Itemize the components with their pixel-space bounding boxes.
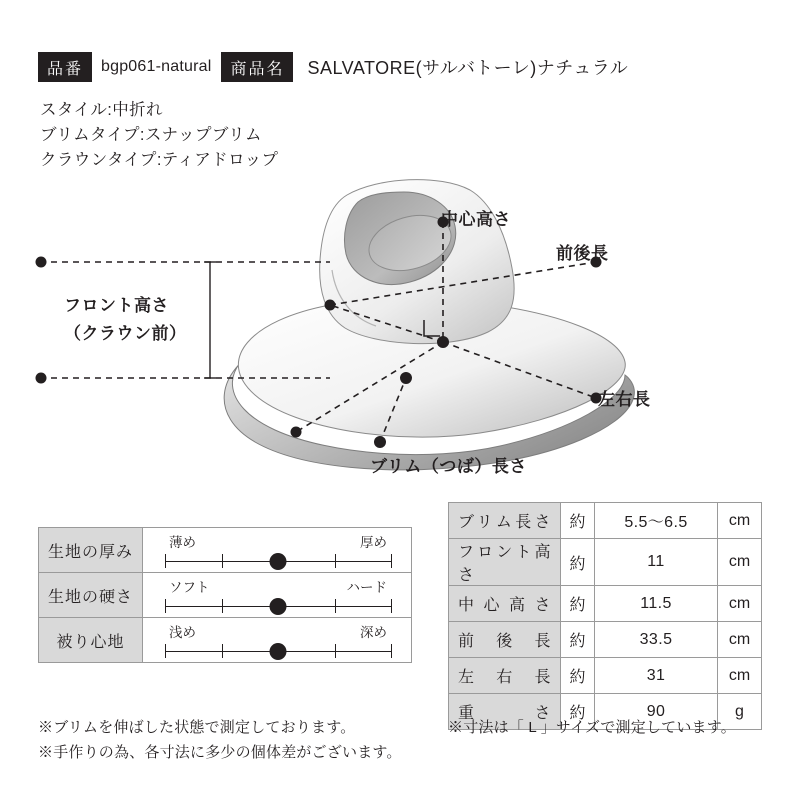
- dim-value-center-height: 11.5: [595, 586, 718, 622]
- label-front-back-length: 前後長: [556, 244, 609, 263]
- table-row: [449, 622, 762, 658]
- table-row: [39, 618, 412, 663]
- spec-crown-type: クラウンタイプ:ティアドロップ: [40, 151, 279, 169]
- spec-style: スタイル:中折れ: [40, 101, 163, 119]
- spec-brim-type: ブリムタイプ:スナップブリム: [40, 126, 262, 144]
- dim-unit-center-height: cm: [718, 586, 762, 622]
- dim-label-weight: 重さ: [449, 694, 561, 730]
- gauge-name-fit: 被り心地: [39, 618, 143, 663]
- gauge-scale-thickness: [165, 554, 391, 568]
- label-front-height-line2: （クラウン前）: [64, 324, 187, 343]
- dim-value-front-height: 11: [595, 539, 718, 586]
- gauge-left-label-stiffness: ソフト: [169, 580, 210, 595]
- dim-unit-weight: g: [718, 694, 762, 730]
- table-row: [449, 658, 762, 694]
- table-row: [39, 573, 412, 618]
- label-front-height-line1: フロント高さ: [64, 296, 169, 315]
- gauge-cell-stiffness: [143, 573, 412, 618]
- dim-value-left-right: 31: [595, 658, 718, 694]
- notes-left: [38, 715, 402, 765]
- gauge-name-stiffness: 生地の硬さ: [39, 573, 143, 618]
- label-brim-length: ブリム（つば）長さ: [370, 457, 527, 476]
- gauge-right-label-stiffness: ハード: [346, 580, 387, 595]
- note-brim-stretched: ※ブリムを伸ばした状態で測定しております。: [38, 719, 356, 736]
- gauge-marker-thickness: [270, 553, 287, 570]
- gauge-right-label-fit: 深め: [360, 625, 387, 640]
- product-name-label: 商品名: [221, 52, 293, 82]
- product-code-label: 品番: [38, 52, 92, 82]
- dim-value-front-back: 33.5: [595, 622, 718, 658]
- dim-value-weight: 90: [595, 694, 718, 730]
- gauge-name-thickness: 生地の厚み: [39, 528, 143, 573]
- label-center-height: 中心高さ: [441, 210, 511, 229]
- gauge-cell-fit: [143, 618, 412, 663]
- table-row: [449, 503, 762, 539]
- dim-unit-front-back: cm: [718, 622, 762, 658]
- dim-unit-left-right: cm: [718, 658, 762, 694]
- dim-approx-center-height: 約: [561, 586, 595, 622]
- dim-approx-brim-length: 約: [561, 503, 595, 539]
- dimension-table: [448, 502, 762, 730]
- gauge-left-label-thickness: 薄め: [169, 535, 196, 550]
- dim-label-front-height: フロント高さ: [449, 539, 561, 586]
- dim-approx-front-back: 約: [561, 622, 595, 658]
- hat-illustration: [0, 150, 800, 490]
- notes-right: [448, 715, 736, 740]
- product-header: [38, 52, 638, 82]
- gauge-scale-stiffness: [165, 599, 391, 613]
- gauge-scale-fit: [165, 644, 391, 658]
- note-size-measured: ※寸法は「 L 」サイズで測定しています。: [448, 719, 736, 736]
- gauge-marker-fit: [270, 643, 287, 660]
- product-name-value: SALVATORE(サルバトーレ)ナチュラル: [307, 58, 629, 78]
- dim-approx-front-height: 約: [561, 539, 595, 586]
- dim-label-left-right: 左右長: [449, 658, 561, 694]
- gauge-cell-thickness: [143, 528, 412, 573]
- feel-gauge-table: [38, 527, 412, 663]
- gauge-left-label-fit: 浅め: [169, 625, 196, 640]
- gauge-marker-stiffness: [270, 598, 287, 615]
- gauge-right-label-thickness: 厚め: [360, 535, 387, 550]
- table-row: [39, 528, 412, 573]
- table-row: [449, 586, 762, 622]
- dim-approx-weight: 約: [561, 694, 595, 730]
- note-handmade-variance: ※手作りの為、各寸法に多少の個体差がございます。: [38, 744, 402, 761]
- dim-label-center-height: 中心高さ: [449, 586, 561, 622]
- hat-measurement-diagram: [0, 150, 800, 490]
- dim-label-front-back: 前後長: [449, 622, 561, 658]
- label-left-right-length: 左右長: [598, 390, 651, 409]
- dim-approx-left-right: 約: [561, 658, 595, 694]
- dim-unit-brim-length: cm: [718, 503, 762, 539]
- dim-label-brim-length: ブリム長さ: [449, 503, 561, 539]
- product-code-value: bgp061-natural: [101, 58, 212, 75]
- dim-value-brim-length: 5.5〜6.5: [595, 503, 718, 539]
- dim-unit-front-height: cm: [718, 539, 762, 586]
- table-row: [449, 539, 762, 586]
